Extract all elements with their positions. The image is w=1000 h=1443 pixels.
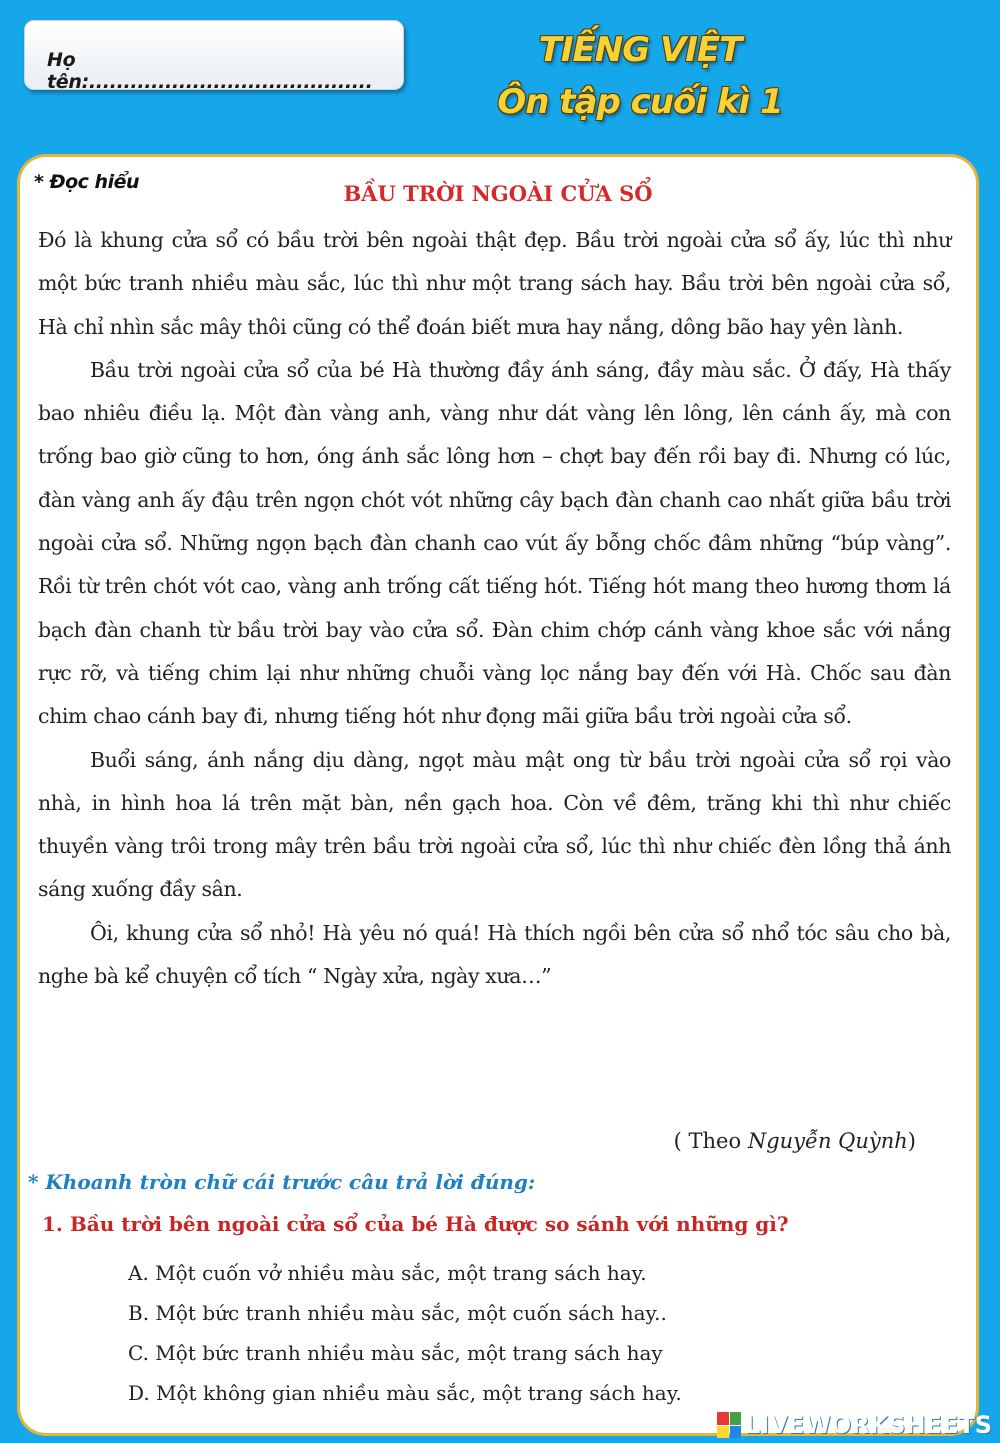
- story-text: [38, 219, 951, 998]
- story-paragraph: Đó là khung cửa sổ có bầu trời bên ngoài thật đẹp. Bầu trời ngoài cửa sổ ấy, lúc thì như một bức tranh nhiều màu sắc, lúc thì như một trang sách hay. Bầu trời bên ngoài cửa sổ, Hà chỉ nhìn sắc mây thôi cũng có thể đoán biết mưa hay nắng, dông bão hay yên lành.: [38, 228, 951, 339]
- source-prefix: ( Theo: [673, 1129, 748, 1153]
- story-paragraph: Buổi sáng, ánh nắng dịu dàng, ngọt màu mật ong từ bầu trời ngoài cửa sổ rọi vào nhà, in hình hoa lá trên mặt bàn, nền gạch hoa. Còn về đêm, trăng khi thì như chiếc thuyền vàng trôi trong mây trên bầu trời ngoài cửa sổ, lúc thì như chiếc đèn lồng thả ánh sáng xuống đầy sân.: [38, 747, 951, 902]
- review-title: Ôn tập cuối kì 1: [497, 82, 783, 122]
- answer-option-a[interactable]: A. Một cuốn vở nhiều màu sắc, một trang sách hay.: [128, 1261, 647, 1285]
- source-suffix: ): [907, 1129, 916, 1153]
- story-paragraph: Ôi, khung cửa sổ nhỏ! Hà yêu nó quá! Hà thích ngồi bên cửa sổ nhổ tóc sâu cho bà, nghe bà kể chuyện cổ tích “ Ngày xửa, ngày xưa…”: [38, 920, 951, 989]
- liveworksheets-watermark: [717, 1411, 992, 1439]
- answer-options: [128, 1257, 682, 1417]
- name-label: Họ tên:.........................................: [47, 49, 373, 93]
- liveworksheets-logo-icon: [717, 1412, 741, 1438]
- answer-option-c[interactable]: C. Một bức tranh nhiều màu sắc, một trang sách hay: [128, 1341, 663, 1365]
- answer-option-b[interactable]: B. Một bức tranh nhiều màu sắc, một cuốn sách hay..: [128, 1301, 667, 1325]
- story-source: [674, 1129, 916, 1153]
- section-label: * Đọc hiểu: [34, 171, 139, 193]
- name-field-box: [24, 20, 404, 93]
- story-title: BẦU TRỜI NGOÀI CỬA SỔ: [343, 181, 653, 206]
- watermark-text: LIVEWORKSHEETS: [745, 1411, 992, 1439]
- question-1: 1. Bầu trời bên ngoài cửa sổ của bé Hà được so sánh với những gì?: [42, 1212, 789, 1236]
- source-author: Nguyễn Quỳnh: [747, 1129, 908, 1153]
- answer-option-d[interactable]: D. Một không gian nhiều màu sắc, một trang sách hay.: [128, 1381, 682, 1405]
- quiz-instruction: * Khoanh tròn chữ cái trước câu trả lời đúng:: [28, 1170, 536, 1194]
- subject-title: TIẾNG VIỆT: [538, 30, 742, 70]
- worksheet-card: [20, 157, 976, 1433]
- story-paragraph: Bầu trời ngoài cửa sổ của bé Hà thường đầy ánh sáng, đầy màu sắc. Ở đấy, Hà thấy bao nhiêu điều lạ. Một đàn vàng anh, vàng như dát vàng lên lông, lên cánh ấy, mà con trống bao giờ cũng to hơn, óng ánh sắc lông hơn – chợt bay đến rồi bay đi. Nhưng có lúc, đàn vàng anh ấy đậu trên ngọn chót vót những cây bạch đàn chanh cao nhất giữa bầu trời ngoài cửa sổ. Những ngọn bạch đàn chanh cao vút ấy bỗng chốc đâm những “búp vàng”. Rồi từ trên chót vót cao, vàng anh trống cất tiếng hót. Tiếng hót mang theo hương thơm lá bạch đàn chanh từ bầu trời bay vào cửa sổ. Đàn chim chớp cánh vàng khoe sắc với nắng rực rỡ, và tiếng chim lại như những chuỗi vàng lọc nắng bay đến với Hà. Chốc sau đàn chim chao cánh bay đi, nhưng tiếng hót như đọng mãi giữa bầu trời ngoài cửa sổ.: [38, 357, 951, 729]
